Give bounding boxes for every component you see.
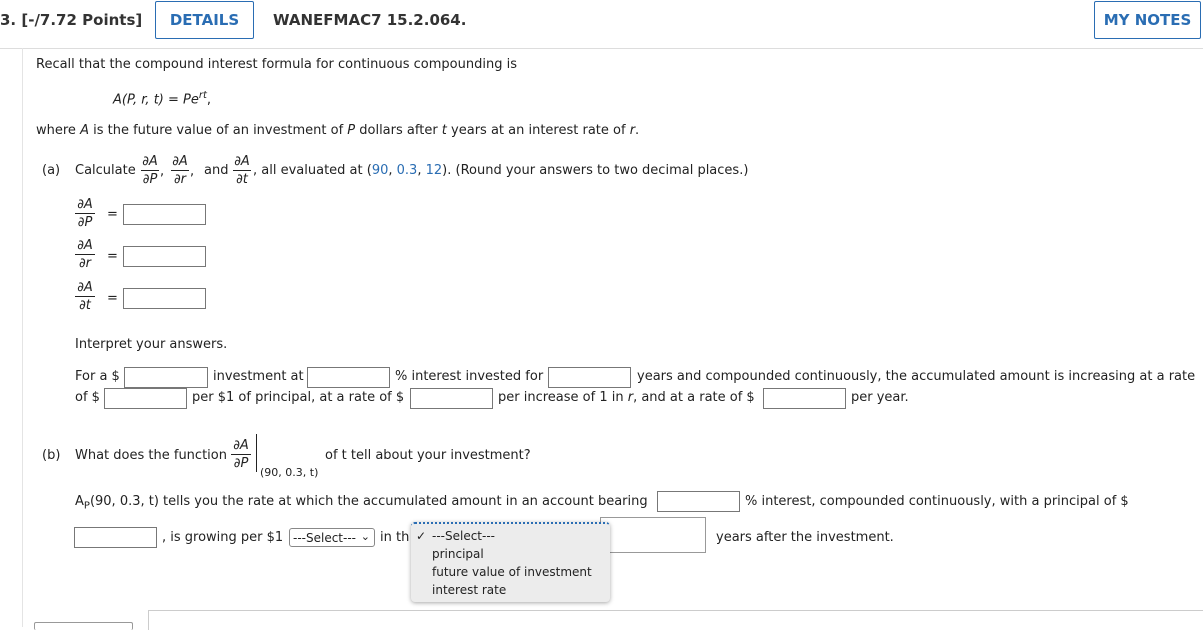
- details-button[interactable]: DETAILS: [155, 1, 254, 39]
- formula-exponent: rt: [198, 90, 207, 101]
- points-label: 3. [-/7.72 Points]: [0, 11, 143, 29]
- ap-sub: P: [83, 500, 90, 512]
- principal-input[interactable]: [124, 367, 208, 388]
- comma-2: ,: [190, 164, 195, 179]
- sep-2: ,: [417, 163, 426, 178]
- desc-b: is the future value of an investment of: [88, 123, 348, 138]
- principal-b-input[interactable]: [74, 527, 157, 548]
- equals-1: =: [107, 207, 118, 222]
- my-notes-button[interactable]: MY NOTES: [1094, 1, 1201, 39]
- ap-A: A: [75, 494, 84, 509]
- interp-s1: For a $: [75, 369, 120, 384]
- interest-rate-input[interactable]: [307, 367, 390, 388]
- frac-dA-dr: [171, 154, 189, 187]
- rate-per-principal-input[interactable]: [104, 388, 187, 409]
- evaluated-label: all evaluated at (: [261, 163, 372, 178]
- years-after-text: years after the investment.: [716, 530, 894, 545]
- value-12: 12: [425, 163, 443, 178]
- dropdown-option-interest-rate[interactable]: interest rate: [432, 583, 507, 597]
- desc-e: .: [635, 123, 640, 138]
- frac-num: ∂A: [142, 154, 158, 169]
- answer-frac-dt: [75, 280, 95, 313]
- frac-num: ∂A: [77, 280, 93, 295]
- interp-s6: per $1 of principal, at a rate of $: [192, 390, 405, 405]
- formula-lhs: A(P, r, t) =: [113, 92, 184, 108]
- formula-end: ,: [206, 92, 212, 108]
- years-input[interactable]: [548, 367, 631, 388]
- interp-s7-text: per increase of 1 in: [498, 390, 624, 405]
- eval-point: (90, 0.3, t): [260, 466, 319, 479]
- part-b-question-b: of t tell about your investment?: [325, 448, 531, 463]
- intro-description: [36, 123, 639, 138]
- comma-3: ,: [253, 163, 258, 178]
- growing-text: , is growing per $1: [162, 530, 284, 545]
- desc-c: dollars after: [355, 123, 442, 138]
- dA-dt-input[interactable]: [123, 288, 206, 309]
- frac-num: ∂A: [234, 154, 250, 169]
- interp-s8: per year.: [851, 390, 909, 405]
- dropdown-option-principal[interactable]: principal: [432, 547, 484, 561]
- evaluated-text: [253, 163, 748, 178]
- interp-s4: years and compounded continuously, the accumulated amount is increasing at a rate: [637, 369, 1196, 384]
- desc-d: years at an interest rate of: [446, 123, 630, 138]
- frac-num: ∂A: [233, 438, 249, 453]
- interp-s7-end: , and at a rate of $: [633, 390, 755, 405]
- dA-dP-input[interactable]: [123, 204, 206, 225]
- frac-num: ∂A: [77, 197, 93, 212]
- desc-r: r: [629, 123, 636, 138]
- interest-percent-input[interactable]: [657, 491, 740, 512]
- and-text: and: [204, 163, 229, 178]
- checkmark-icon: ✓: [416, 529, 427, 543]
- value-90: 90: [371, 163, 389, 178]
- chevron-down-icon: ⌄: [360, 530, 370, 543]
- bottom-panel: [148, 610, 1203, 630]
- desc-A: A: [80, 123, 89, 138]
- submit-button[interactable]: [34, 622, 133, 630]
- desc-P: P: [347, 123, 356, 138]
- rate-per-year-input[interactable]: [763, 388, 846, 409]
- interpret-text: Interpret your answers.: [75, 337, 228, 352]
- dropdown-option-select[interactable]: ---Select---: [432, 529, 495, 543]
- formula: [113, 90, 211, 107]
- frac-den: ∂P: [77, 215, 93, 230]
- ap-sentence: [75, 494, 648, 512]
- round-note: (Round your answers to two decimal places.): [455, 163, 749, 178]
- answer-frac-dr: [75, 238, 95, 271]
- frac-num: ∂A: [172, 154, 188, 169]
- in-the-text: in th: [380, 530, 410, 545]
- interp-s7: [498, 390, 755, 405]
- frac-den: ∂t: [79, 298, 91, 313]
- frac-den: ∂t: [236, 172, 248, 187]
- desc-a: where: [36, 123, 81, 138]
- part-b-question-a: What does the function: [75, 448, 227, 463]
- frac-den: ∂P: [142, 172, 158, 187]
- part-b-label: (b): [42, 448, 61, 463]
- dA-dr-input[interactable]: [123, 246, 206, 267]
- years-b-input[interactable]: [600, 517, 706, 553]
- question-header: [0, 0, 1203, 49]
- frac-dA-dP: [141, 154, 159, 187]
- part-a-label: (a): [42, 163, 61, 178]
- sep-1: ,: [388, 163, 397, 178]
- frac-dA-dP-b: [231, 438, 251, 471]
- value-0-3: 0.3: [396, 163, 418, 178]
- intro-text: Recall that the compound interest formula for continuous compounding is: [36, 57, 517, 72]
- interp-s2: investment at: [213, 369, 304, 384]
- desc-t: t: [441, 123, 447, 138]
- select-value: ---Select---: [293, 530, 356, 545]
- interp-s5: of $: [75, 390, 100, 405]
- ap-rest: (90, 0.3, t) tells you the rate at which the accumulated amount in an account bearing: [89, 494, 648, 509]
- rate-per-r-input[interactable]: [410, 388, 493, 409]
- dropdown-option-future-value[interactable]: future value of investment: [432, 565, 592, 579]
- equals-2: =: [107, 249, 118, 264]
- frac-den: ∂r: [78, 256, 92, 271]
- content-border: [22, 48, 23, 627]
- eval-bar: [256, 434, 257, 472]
- select-dropdown[interactable]: [289, 528, 375, 547]
- frac-dA-dt: [233, 154, 251, 187]
- dropdown-menu: [411, 522, 610, 602]
- problem-id: WANEFMAC7 15.2.064.: [273, 11, 467, 29]
- frac-den: ∂r: [173, 172, 187, 187]
- answer-frac-dP: [75, 197, 95, 230]
- comma-1: ,: [160, 164, 165, 179]
- frac-den: ∂P: [233, 456, 249, 471]
- close-paren: ).: [442, 163, 452, 178]
- interp-s3: % interest invested for: [395, 369, 544, 384]
- equals-3: =: [107, 291, 118, 306]
- interp-s7-r: r: [627, 390, 634, 405]
- formula-pe: Pe: [183, 92, 199, 108]
- calculate-text: Calculate: [75, 163, 136, 178]
- frac-num: ∂A: [77, 238, 93, 253]
- after-input-text: % interest, compounded continuously, with a principal of $: [745, 494, 1129, 509]
